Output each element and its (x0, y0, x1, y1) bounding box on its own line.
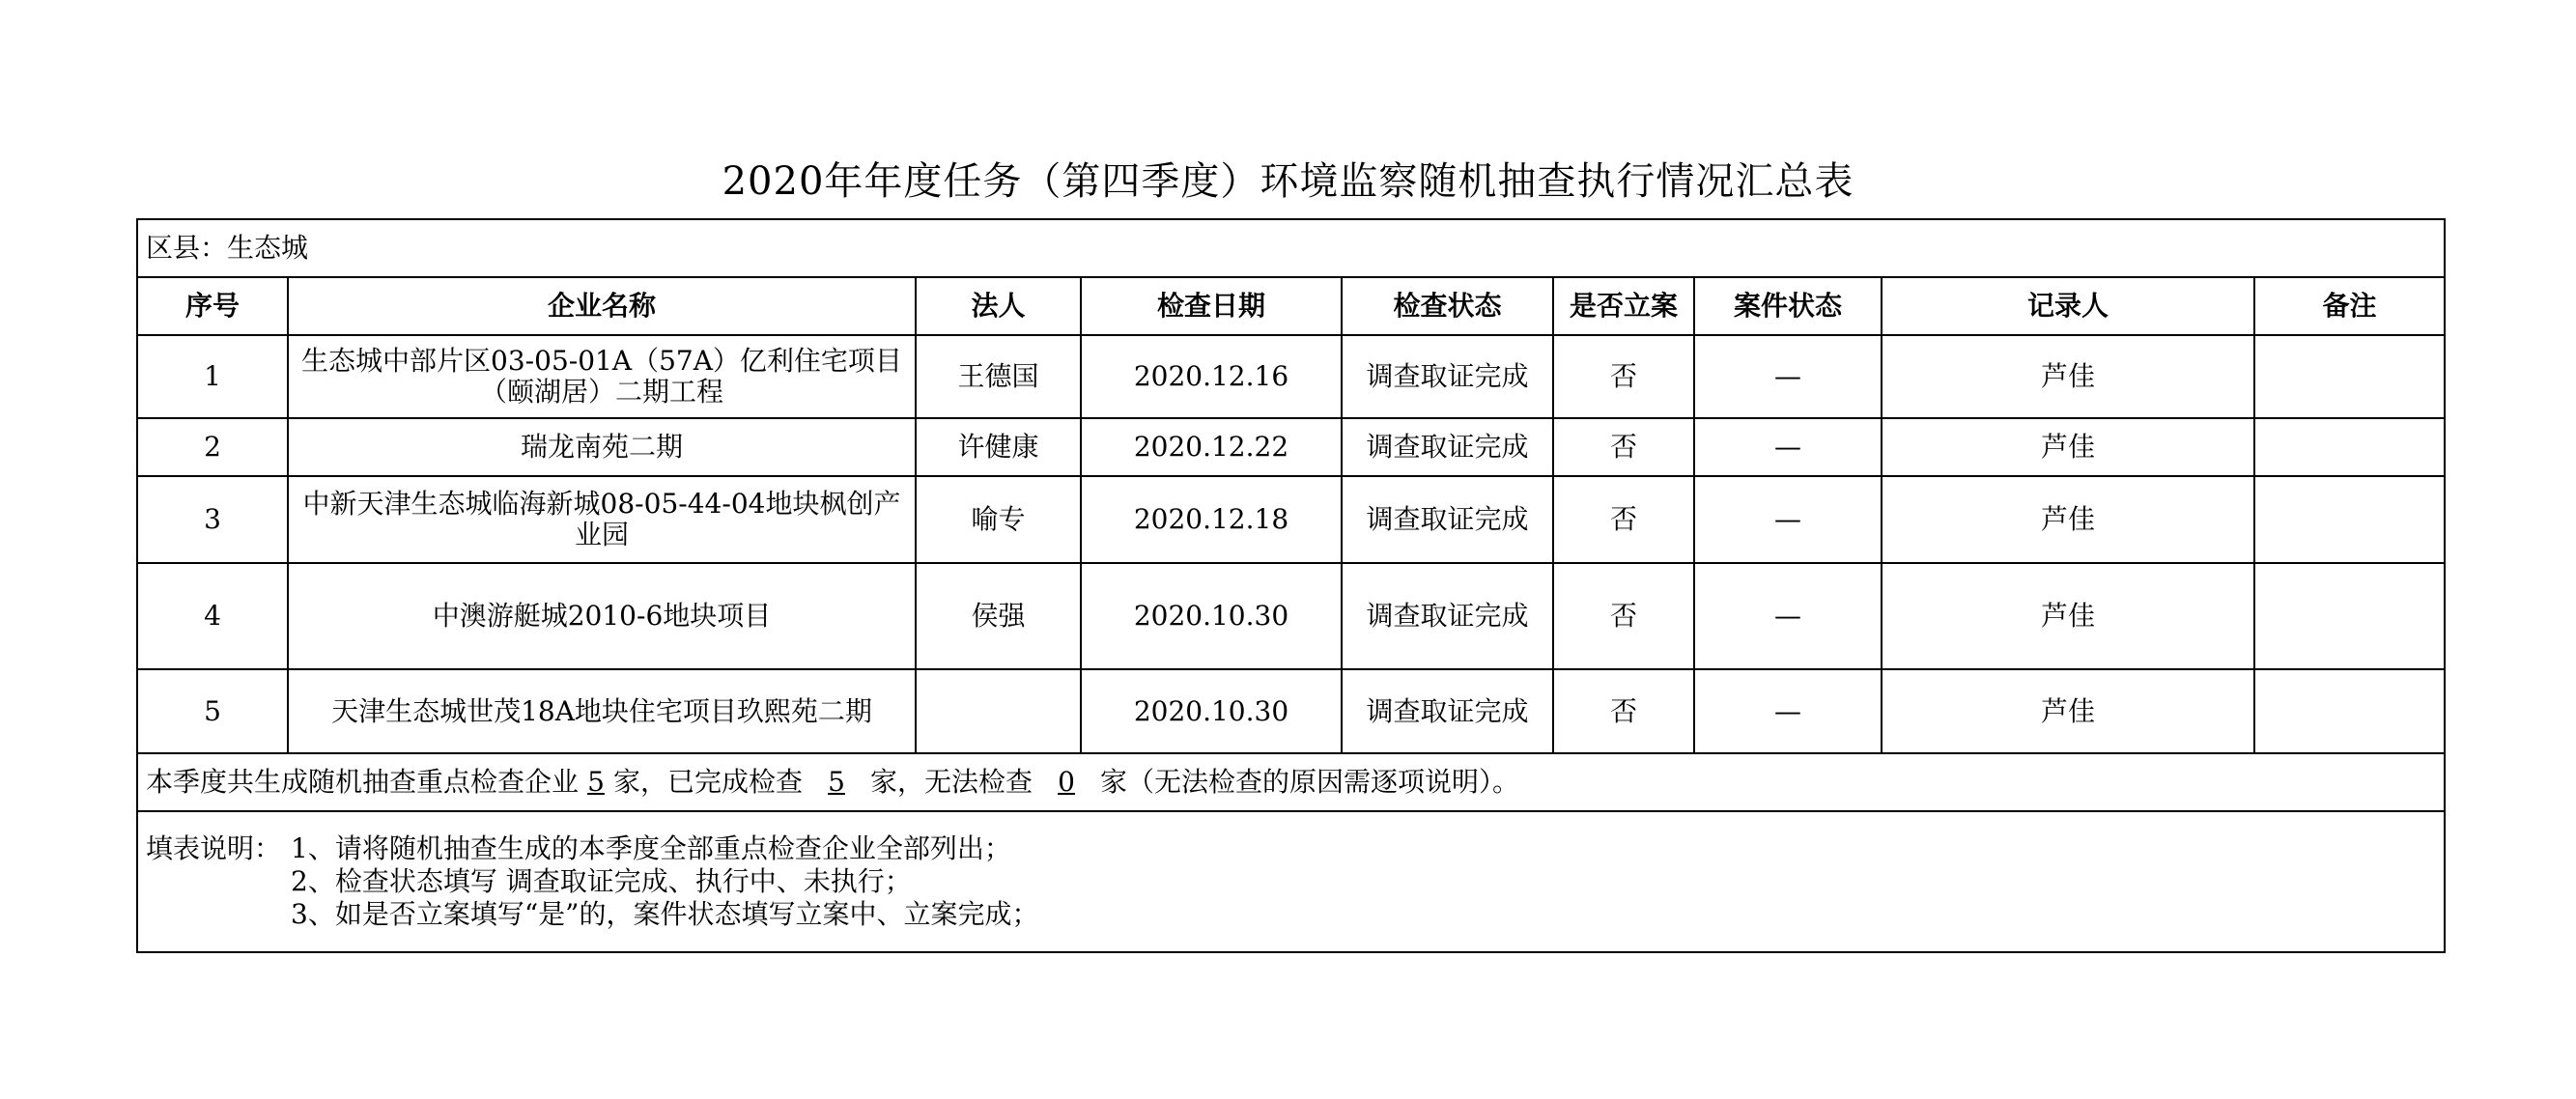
notes-item: 2、检查状态填写 调查取证完成、执行中、未执行； (291, 865, 912, 897)
summary-completed-count: 5 (828, 766, 845, 798)
cell-no: 4 (137, 563, 288, 669)
table-row (137, 669, 2445, 753)
summary-row (137, 753, 2445, 811)
header-date: 检查日期 (1081, 277, 1342, 335)
cell-legal: 许健康 (916, 418, 1081, 476)
summary-part4: 家（无法检查的原因需逐项说明）。 (1100, 766, 1520, 798)
notes-list (146, 833, 2444, 930)
header-row (137, 277, 2445, 335)
cell-case-status: — (1694, 418, 1882, 476)
table-row (137, 418, 2445, 476)
header-case-status: 案件状态 (1694, 277, 1882, 335)
cell-company: 生态城中部片区03-05-01A（57A）亿利住宅项目（颐湖居）二期工程 (288, 335, 916, 418)
cell-company: 瑞龙南苑二期 (288, 418, 916, 476)
cell-filed: 否 (1553, 476, 1694, 563)
header-recorder: 记录人 (1882, 277, 2254, 335)
summary-part2: 家，已完成检查 (613, 766, 804, 798)
district-row (137, 219, 2445, 277)
cell-case-status: — (1694, 476, 1882, 563)
header-no: 序号 (137, 277, 288, 335)
cell-recorder: 芦佳 (1882, 669, 2254, 753)
header-company: 企业名称 (288, 277, 916, 335)
cell-legal: 喻专 (916, 476, 1081, 563)
notes-cell (137, 811, 2445, 952)
cell-date: 2020.10.30 (1081, 669, 1342, 753)
notes-row (137, 811, 2445, 952)
cell-remark (2254, 476, 2445, 563)
cell-company: 天津生态城世茂18A地块住宅项目玖熙苑二期 (288, 669, 916, 753)
notes-item: 1、请将随机抽查生成的本季度全部重点检查企业全部列出； (291, 832, 1011, 864)
cell-remark (2254, 563, 2445, 669)
cell-legal: 侯强 (916, 563, 1081, 669)
cell-case-status: — (1694, 335, 1882, 418)
notes-label: 填表说明： (146, 832, 282, 864)
district-label: 区县：生态城 (137, 219, 2445, 277)
summary-part3: 家，无法检查 (870, 766, 1033, 798)
cell-company: 中澳游艇城2010-6地块项目 (288, 563, 916, 669)
cell-recorder: 芦佳 (1882, 563, 2254, 669)
cell-no: 2 (137, 418, 288, 476)
cell-date: 2020.12.18 (1081, 476, 1342, 563)
summary-unable-count: 0 (1058, 766, 1075, 798)
cell-no: 3 (137, 476, 288, 563)
table-row (137, 563, 2445, 669)
cell-status: 调查取证完成 (1342, 669, 1553, 753)
cell-recorder: 芦佳 (1882, 476, 2254, 563)
cell-remark (2254, 335, 2445, 418)
header-remark: 备注 (2254, 277, 2445, 335)
cell-status: 调查取证完成 (1342, 563, 1553, 669)
cell-legal (916, 669, 1081, 753)
cell-filed: 否 (1553, 669, 1694, 753)
cell-status: 调查取证完成 (1342, 418, 1553, 476)
cell-remark (2254, 418, 2445, 476)
cell-status: 调查取证完成 (1342, 476, 1553, 563)
cell-case-status: — (1694, 669, 1882, 753)
cell-filed: 否 (1553, 563, 1694, 669)
notes-item: 3、如是否立案填写“是”的，案件状态填写立案中、立案完成； (291, 898, 1039, 930)
header-legal: 法人 (916, 277, 1081, 335)
cell-date: 2020.12.22 (1081, 418, 1342, 476)
cell-no: 1 (137, 335, 288, 418)
cell-filed: 否 (1553, 418, 1694, 476)
header-status: 检查状态 (1342, 277, 1553, 335)
cell-filed: 否 (1553, 335, 1694, 418)
cell-status: 调查取证完成 (1342, 335, 1553, 418)
cell-no: 5 (137, 669, 288, 753)
summary-table (136, 218, 2446, 953)
page-title: 2020年年度任务（第四季度）环境监察随机抽查执行情况汇总表 (722, 159, 1854, 204)
summary-text (137, 753, 2445, 811)
cell-recorder: 芦佳 (1882, 335, 2254, 418)
table-row (137, 335, 2445, 418)
summary-part1: 本季度共生成随机抽查重点检查企业 (146, 766, 580, 798)
cell-company: 中新天津生态城临海新城08-05-44-04地块枫创产业园 (288, 476, 916, 563)
cell-date: 2020.10.30 (1081, 563, 1342, 669)
table-row (137, 476, 2445, 563)
cell-legal: 王德国 (916, 335, 1081, 418)
cell-date: 2020.12.16 (1081, 335, 1342, 418)
summary-generated-count: 5 (587, 766, 605, 798)
cell-remark (2254, 669, 2445, 753)
header-filed: 是否立案 (1553, 277, 1694, 335)
cell-recorder: 芦佳 (1882, 418, 2254, 476)
cell-case-status: — (1694, 563, 1882, 669)
